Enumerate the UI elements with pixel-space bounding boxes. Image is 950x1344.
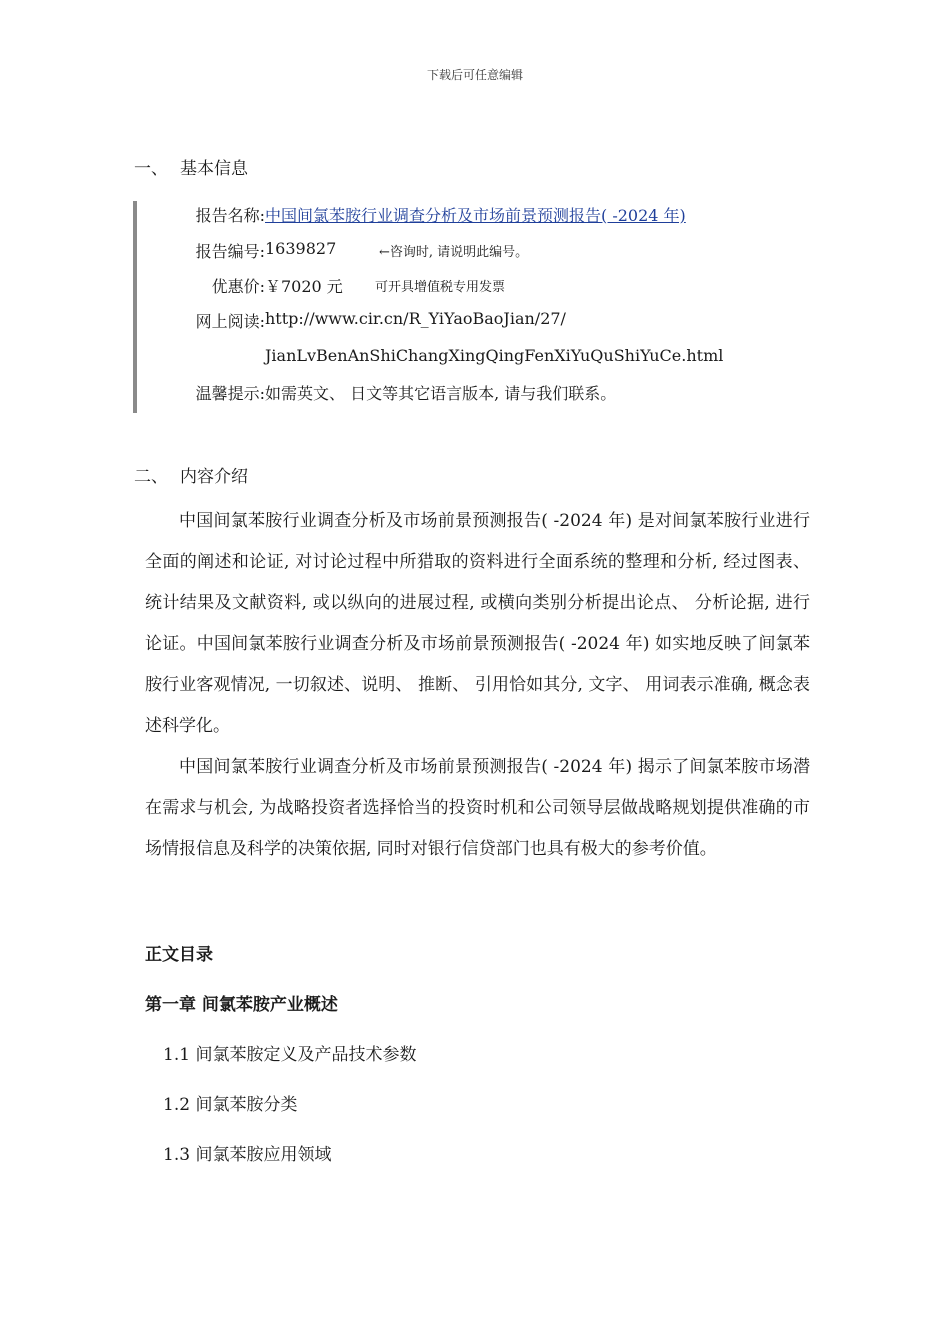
toc-item-1-2: 1.2 间氯苯胺分类 (163, 1095, 298, 1115)
online-read-url-line1[interactable]: http://www.cir.cn/R_YiYaoBaoJian/27/ (265, 309, 566, 328)
online-read-url-line2[interactable]: JianLvBenAnShiChangXingQingFenXiYuQuShiYuCe.html (265, 346, 724, 365)
intro-paragraph-1: 中国间氯苯胺行业调查分析及市场前景预测报告( -2024 年) 是对间氯苯胺行业进行全面的阐述和论证, 对讨论过程中所猎取的资料进行全面系统的整理和分析, 经过图表、 统计结果及文献资料, 或以纵向的进展过程, 或横向类别分析提出论点、 分析论据, 进行论证。中国间氯苯胺行业调查分析及市场前景预测报告( -2024 年) 如实地反映了间氯苯胺行业客观情况, 一切叙述、说明、 推断、 引用恰如其分, 文字、 用词表示准确, 概念表述科学化。 (145, 511, 810, 736)
section-title-basic-info (134, 154, 248, 179)
intro-paragraph-2: 中国间氯苯胺行业调查分析及市场前景预测报告( -2024 年) 揭示了间氯苯胺市场潜在需求与机会, 为战略投资者选择恰当的投资时机和公司领导层做战略规划提供准确的市场情报信息及科学的决策依据, 同时对银行信贷部门也具有极大的参考价值。 (145, 757, 810, 859)
tip-row (173, 381, 617, 404)
toc-heading: 正文目录 (145, 945, 213, 965)
price-note: 可开具增值税专用发票 (375, 280, 506, 295)
toc-item-1-1: 1.1 间氯苯胺定义及产品技术参数 (163, 1045, 417, 1065)
chapter-1-title: 第一章 间氯苯胺产业概述 (145, 995, 338, 1015)
section-number: 一、 (134, 159, 168, 179)
price-value: ￥7020 元 (265, 277, 343, 296)
report-code-label: 报告编号: (195, 242, 265, 261)
toc-item-1-3: 1.3 间氯苯胺应用领域 (163, 1145, 332, 1165)
price-row (173, 274, 506, 297)
report-code-value: 1639827 (265, 239, 337, 258)
price-label: 优惠价: (211, 277, 265, 296)
section-title-text: 基本信息 (180, 159, 248, 179)
tip-value: 如需英文、 日文等其它语言版本, 请与我们联系。 (265, 384, 617, 403)
section-title-content (134, 462, 248, 487)
report-code-note: ←咨询时, 请说明此编号。 (379, 245, 529, 260)
content-intro (145, 501, 810, 870)
info-box (133, 201, 777, 413)
report-code-row (173, 239, 529, 262)
online-read-row (173, 309, 566, 332)
report-name-label: 报告名称: (195, 206, 265, 225)
report-name-row (173, 203, 686, 226)
online-read-row-2 (173, 346, 724, 365)
report-name-link[interactable]: 中国间氯苯胺行业调查分析及市场前景预测报告( -2024 年) (265, 206, 686, 225)
tip-label: 温馨提示: (195, 384, 265, 403)
section-title-text: 内容介绍 (180, 467, 248, 487)
section-number: 二、 (134, 467, 168, 487)
page-header-note: 下载后可任意编辑 (426, 68, 523, 82)
online-read-label: 网上阅读: (195, 312, 265, 331)
